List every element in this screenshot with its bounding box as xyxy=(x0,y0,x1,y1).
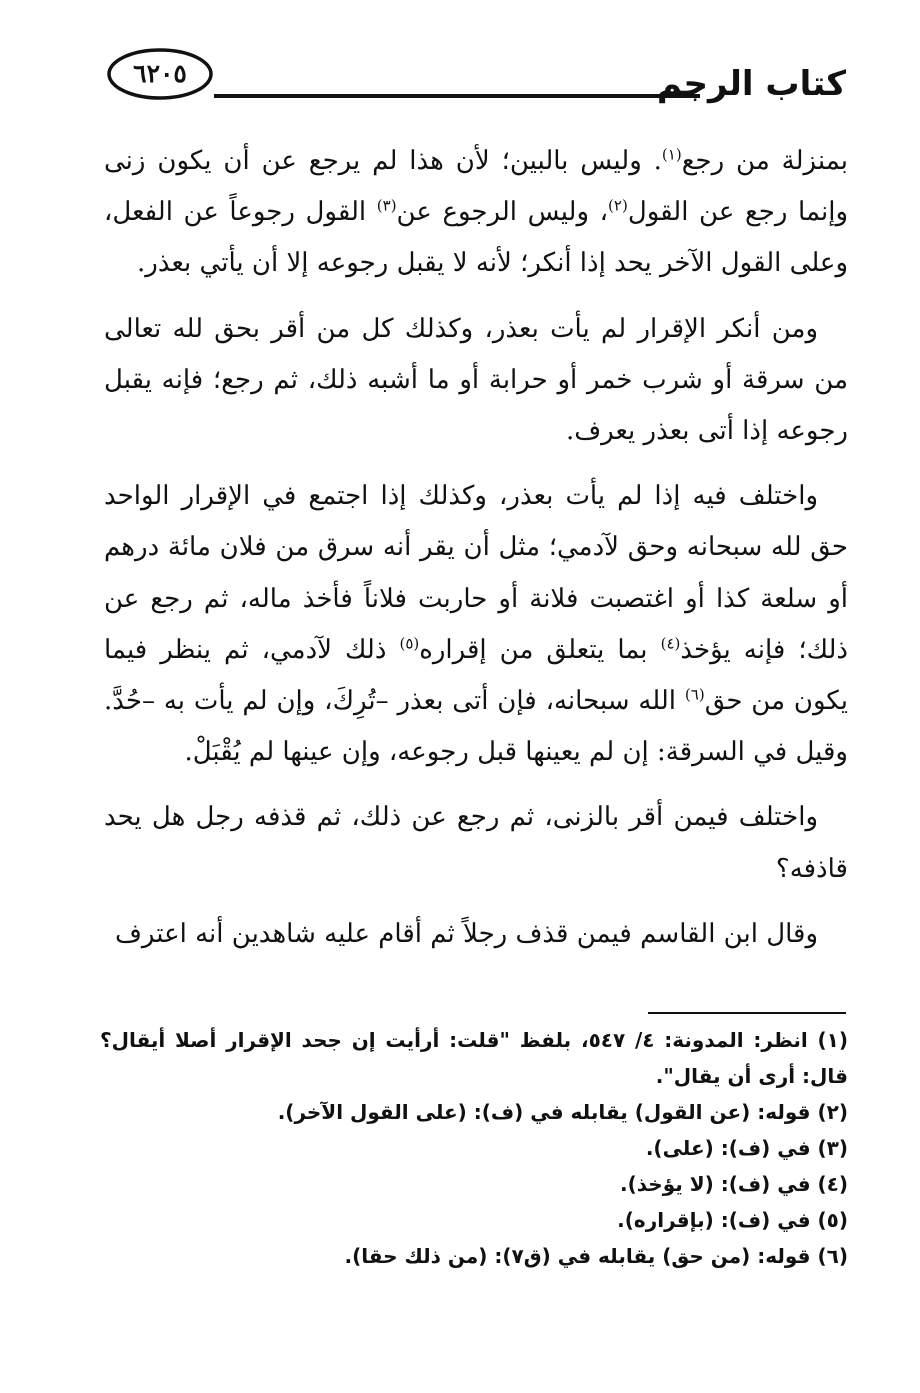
page-number: ٦٢٠٥ xyxy=(133,59,187,88)
footnote-ref-5[interactable]: (٥) xyxy=(399,634,420,653)
paragraph-3 xyxy=(104,471,848,778)
text-run: الله سبحانه، فإن أتى بعذر –تُرِكَ، وإن لم يأت به –حُدَّ. وقيل في السرقة: إن لم يعينها قبل رجوعه، وإن عينها لم يُقْبَلْ. xyxy=(104,686,848,768)
footnotes xyxy=(100,1022,848,1274)
text-run: . وليس بالبين؛ لأن هذا لم يرجع عن أن يكون زنى وإنما رجع عن القول xyxy=(104,146,848,228)
main-text xyxy=(104,136,848,974)
text-run: واختلف فيه إذا لم يأت بعذر، وكذلك إذا اجتمع في الإقرار الواحد حق لله سبحانه وحق لآدمي؛ مثل أن يقر أنه سرق من فلان مائة درهم أو سلعة كذا أو اغتصبت فلانة أو حاربت فلاناً فأخذ ماله، ثم رجع عن ذلك؛ فإنه يؤخذ xyxy=(104,481,848,665)
text-run: بما يتعلق من إقراره xyxy=(419,634,661,665)
paragraph-5: وقال ابن القاسم فيمن قذف رجلاً ثم أقام عليه شاهدين أنه اعترف xyxy=(114,918,818,949)
paragraph-1 xyxy=(104,136,848,290)
running-title: كتاب الرجم xyxy=(656,64,846,104)
footnote-4: (٤) في (ف): (لا يؤخذ). xyxy=(620,1172,848,1196)
page-number-badge xyxy=(106,46,214,102)
footnote-ref-4[interactable]: (٤) xyxy=(660,634,681,653)
footnote-2: (٢) قوله: (عن القول) يقابله في (ف): (على القول الآخر). xyxy=(277,1100,848,1124)
page-header xyxy=(0,0,920,120)
paragraph-4: واختلف فيمن أقر بالزنى، ثم رجع عن ذلك، ثم قذفه رجل هل يحد قاذفه؟ xyxy=(104,802,848,884)
paragraph-2: ومن أنكر الإقرار لم يأت بعذر، وكذلك كل من أقر بحق لله تعالى من سرقة أو شرب خمر أو حرابة أو ما أشبه ذلك، ثم رجع؛ فإنه يقبل رجوعه إذا أتى بعذر يعرف. xyxy=(104,313,848,447)
footnote-ref-3[interactable]: (٣) xyxy=(376,196,397,215)
footnote-6: (٦) قوله: (من حق) يقابله في (ق٧): (من ذلك حقا). xyxy=(344,1244,848,1268)
footnote-ref-1[interactable]: (١) xyxy=(661,145,682,164)
header-rule xyxy=(214,94,700,98)
footnote-1: (١) انظر: المدونة: ٤/ ٥٤٧، بلفظ "قلت: أرأيت إن جحد الإقرار أصلا أيقال؟ قال: أرى أن يقال". xyxy=(100,1028,848,1088)
footnote-3: (٣) في (ف): (على). xyxy=(645,1136,848,1160)
footnote-separator xyxy=(648,1012,846,1014)
footnote-ref-6[interactable]: (٦) xyxy=(684,685,705,704)
text-run: ، وليس الرجوع عن xyxy=(396,197,609,228)
text-run: ذلك لآدمي، ثم ينظر فيما يكون من حق xyxy=(104,634,848,717)
footnote-ref-2[interactable]: (٢) xyxy=(608,196,628,215)
text-run: القول رجوعاً عن الفعل، وعلى القول الآخر يحد إذا أنكر؛ لأنه لا يقبل رجوعه إلا أن يأتي بعذر. xyxy=(104,197,848,279)
footnote-5: (٥) في (ف): (بإقراره). xyxy=(617,1208,848,1232)
text-run: بمنزلة من رجع xyxy=(681,146,848,176)
